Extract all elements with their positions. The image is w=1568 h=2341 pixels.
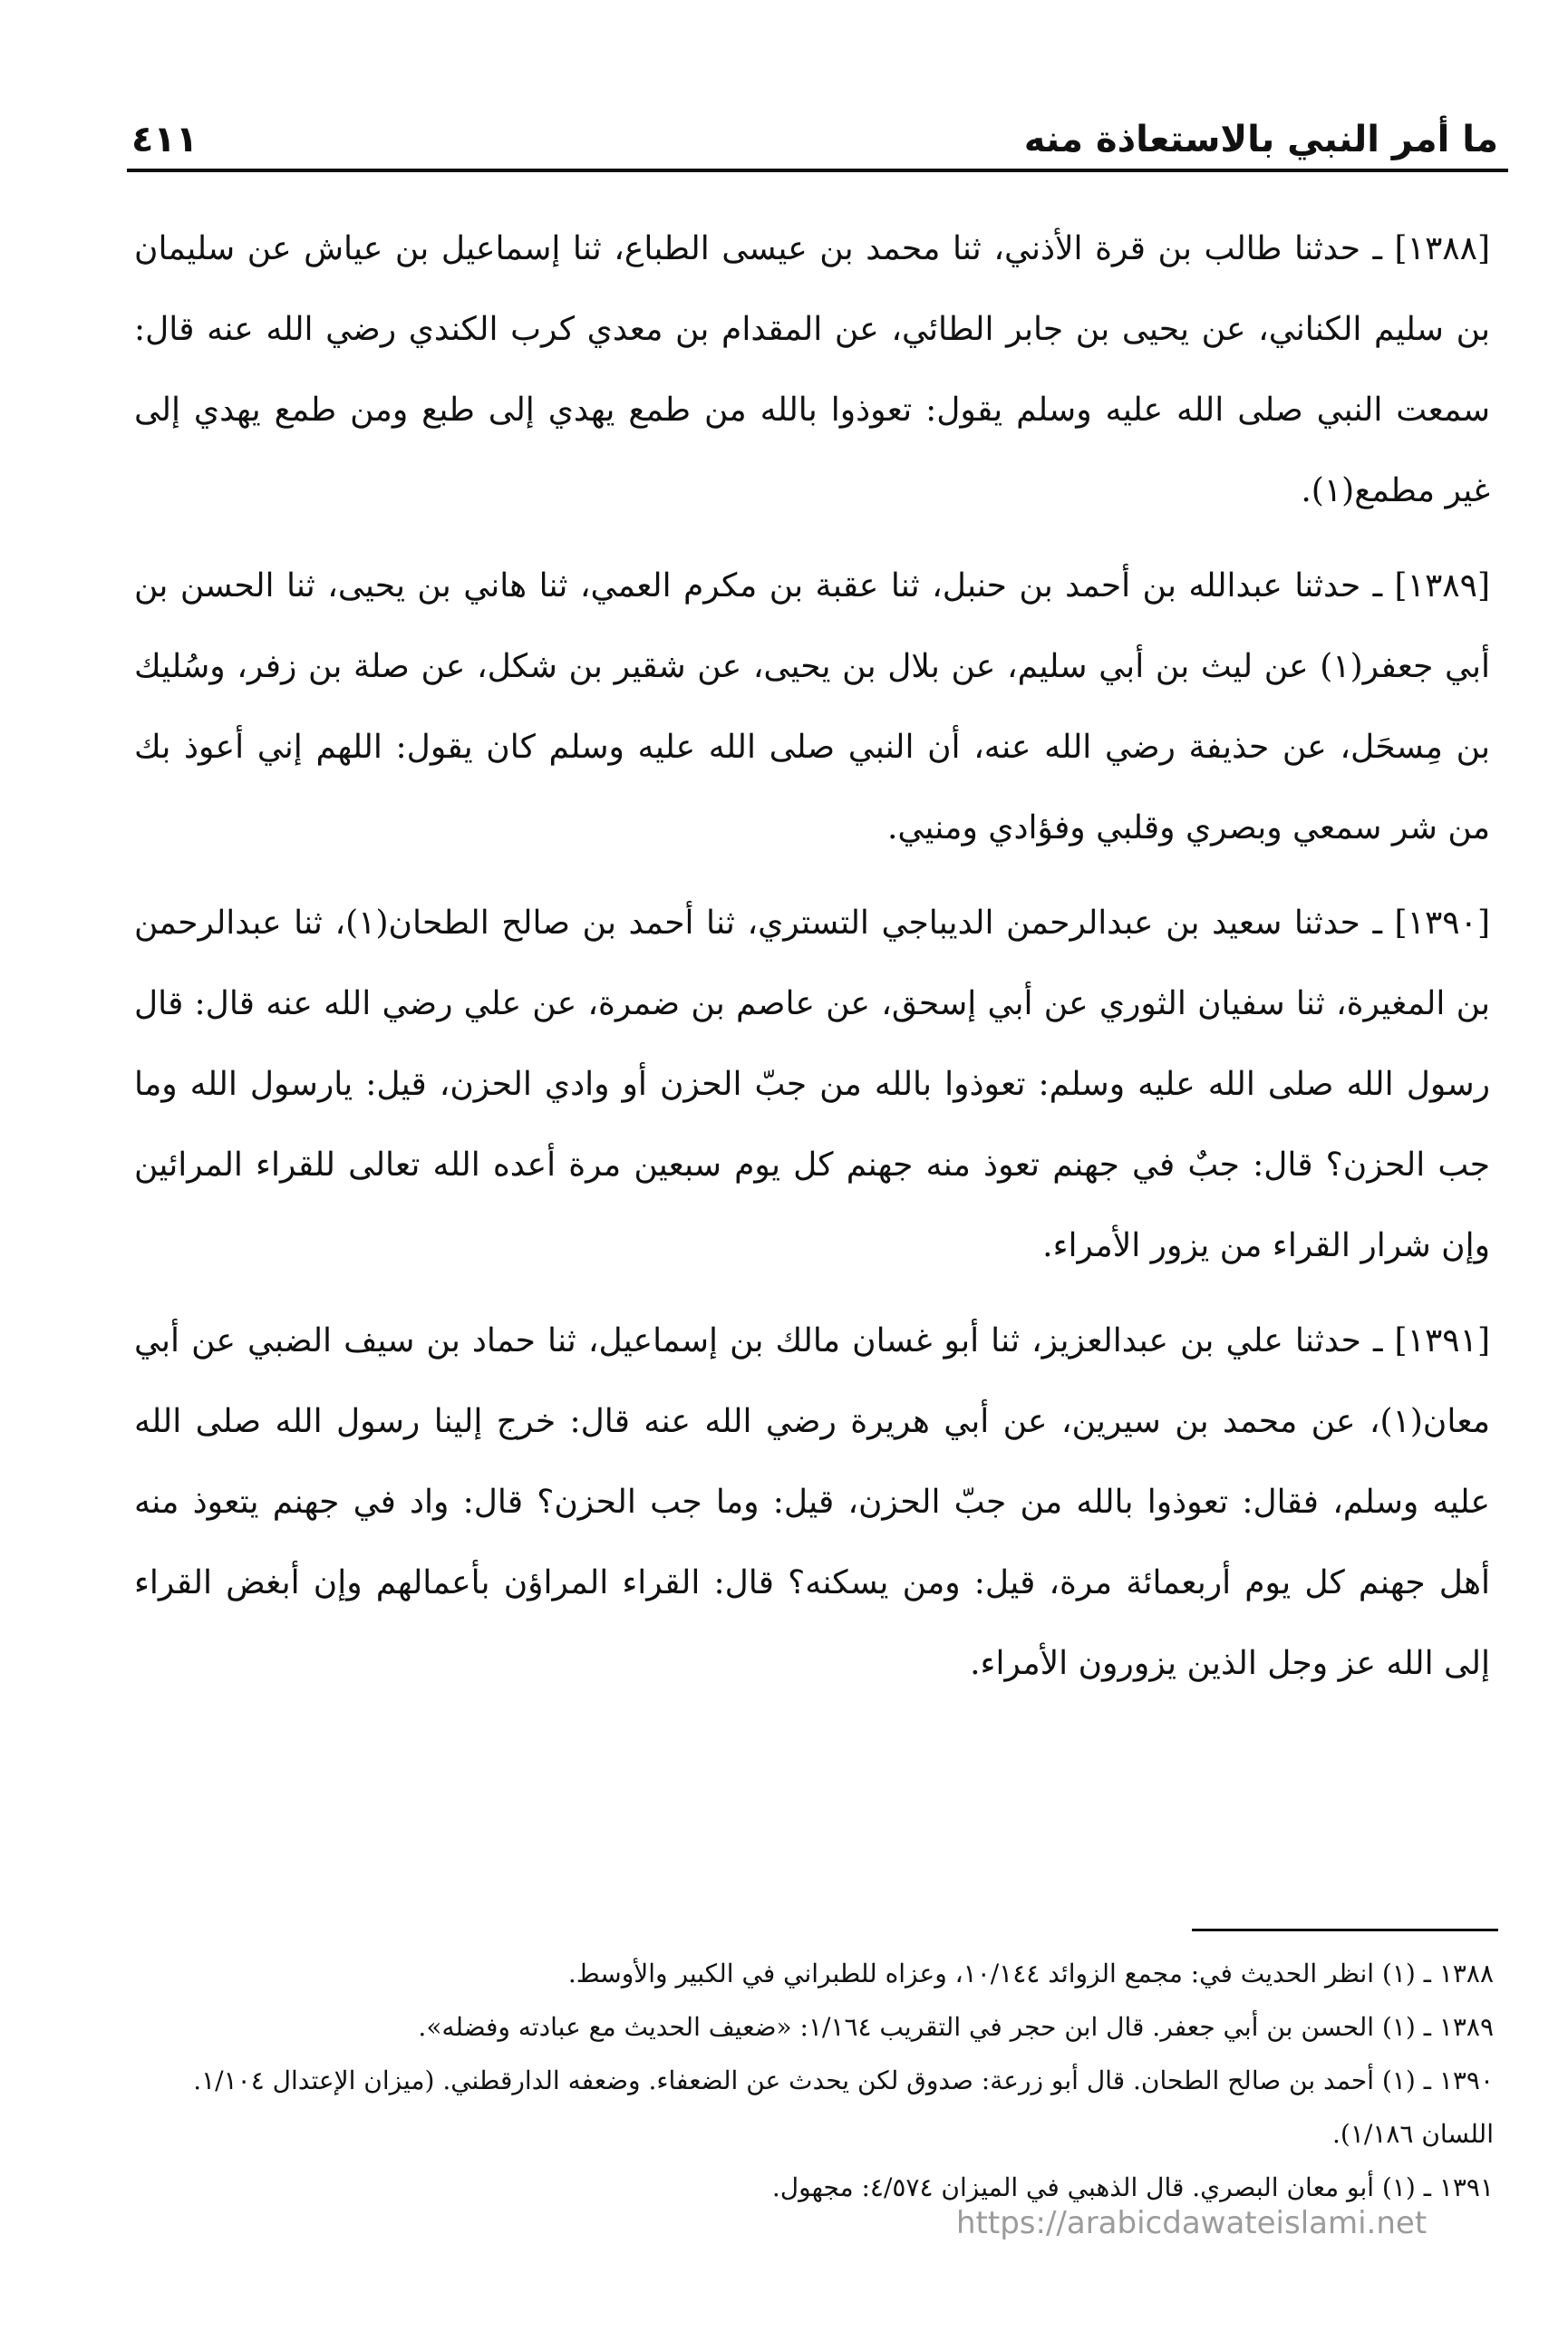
hadith-1390: [١٣٩٠] ـ حدثنا سعيد بن عبدالرحمن الديباجي التستري، ثنا أحمد بن صالح الطحان(١)، ثنا عبدالرحمن بن المغيرة، ثنا سفيان الثوري عن أبي إسحق، عن عاصم بن ضمرة، عن علي رضي الله عنه قال: قال رسول الله صلى الله عليه وسلم: تعوذوا بالله من جبّ الحزن أو وادي الحزن، قيل: يارسول الله وما جب الحزن؟ قال: جبٌ في جهنم تعوذ منه جهنم كل يوم سبعين مرة أعده الله تعالى للقراء المرائين وإن شرار القراء من يزور الأمراء. bbox=[134, 904, 1491, 1264]
footnote-1389: ١٣٨٩ ـ (١) الحسن بن أبي جعفر. قال ابن حجر في التقريب ١/١٦٤: «ضعيف الحديث مع عبادته وفضله». bbox=[418, 2012, 1494, 2042]
page-header bbox=[131, 98, 1498, 163]
footnote-1390: ١٣٩٠ ـ (١) أحمد بن صالح الطحان. قال أبو زرعة: صدوق لكن يحدث عن الضعفاء. وضعفه الدارقطني. (ميزان الإعتدال ١/١٠٤. اللسان ١/١٨٦). bbox=[193, 2065, 1494, 2149]
watermark-url: https://arabicdawateislami.net bbox=[956, 2205, 1428, 2241]
hadith-1389: [١٣٨٩] ـ حدثنا عبدالله بن أحمد بن حنبل، ثنا عقبة بن مكرم العمي، ثنا هاني بن يحيى، ثنا الحسن بن أبي جعفر(١) عن ليث بن أبي سليم، عن بلال بن يحيى، عن شقير بن شكل، عن صلة بن زفر، وسُليك بن مِسحَل، عن حذيفة رضي الله عنه، أن النبي صلى الله عليه وسلم كان يقول: اللهم إني أعوذ بك من شر سمعي وبصري وقلبي وفؤادي ومنيي. bbox=[134, 567, 1490, 846]
running-title: ما أمر النبي بالاستعاذة منه bbox=[1023, 119, 1498, 160]
footnotes bbox=[181, 1947, 1494, 2214]
header-rule bbox=[127, 169, 1508, 172]
footnote-separator bbox=[1192, 1929, 1498, 1931]
hadith-1388: [١٣٨٨] ـ حدثنا طالب بن قرة الأذني، ثنا محمد بن عيسى الطباع، ثنا إسماعيل بن عياش عن سليمان بن سليم الكناني، عن يحيى بن جابر الطائي، عن المقدام بن معدي كرب الكندي رضي الله عنه قال: سمعت النبي صلى الله عليه وسلم يقول: تعوذوا بالله من طمع يهدي إلى طبع ومن طمع يهدي إلى غير مطمع(١). bbox=[134, 230, 1490, 509]
page-number: ٤١١ bbox=[131, 119, 198, 160]
hadith-1391: [١٣٩١] ـ حدثنا علي بن عبدالعزيز، ثنا أبو غسان مالك بن إسماعيل، ثنا حماد بن سيف الضبي عن أبي معان(١)، عن محمد بن سيرين، عن أبي هريرة رضي الله عنه قال: خرج إلينا رسول الله صلى الله عليه وسلم، فقال: تعوذوا بالله من جبّ الحزن، قيل: وما جب الحزن؟ قال: واد في جهنم يتعوذ منه أهل جهنم كل يوم أربعمائة مرة، قيل: ومن يسكنه؟ قال: القراء المراؤن بأعمالهم وإن أبغض القراء إلى الله عز وجل الذين يزورون الأمراء. bbox=[134, 1322, 1490, 1682]
footnote-1388: ١٣٨٨ ـ (١) انظر الحديث في: مجمع الزوائد ١٠/١٤٤، وعزاه للطبراني في الكبير والأوسط. bbox=[567, 1959, 1494, 1988]
hadith-text bbox=[134, 208, 1490, 1718]
footnote-1391: ١٣٩١ ـ (١) أبو معان البصري. قال الذهبي في الميزان ٤/٥٧٤: مجهول. bbox=[771, 2172, 1494, 2202]
